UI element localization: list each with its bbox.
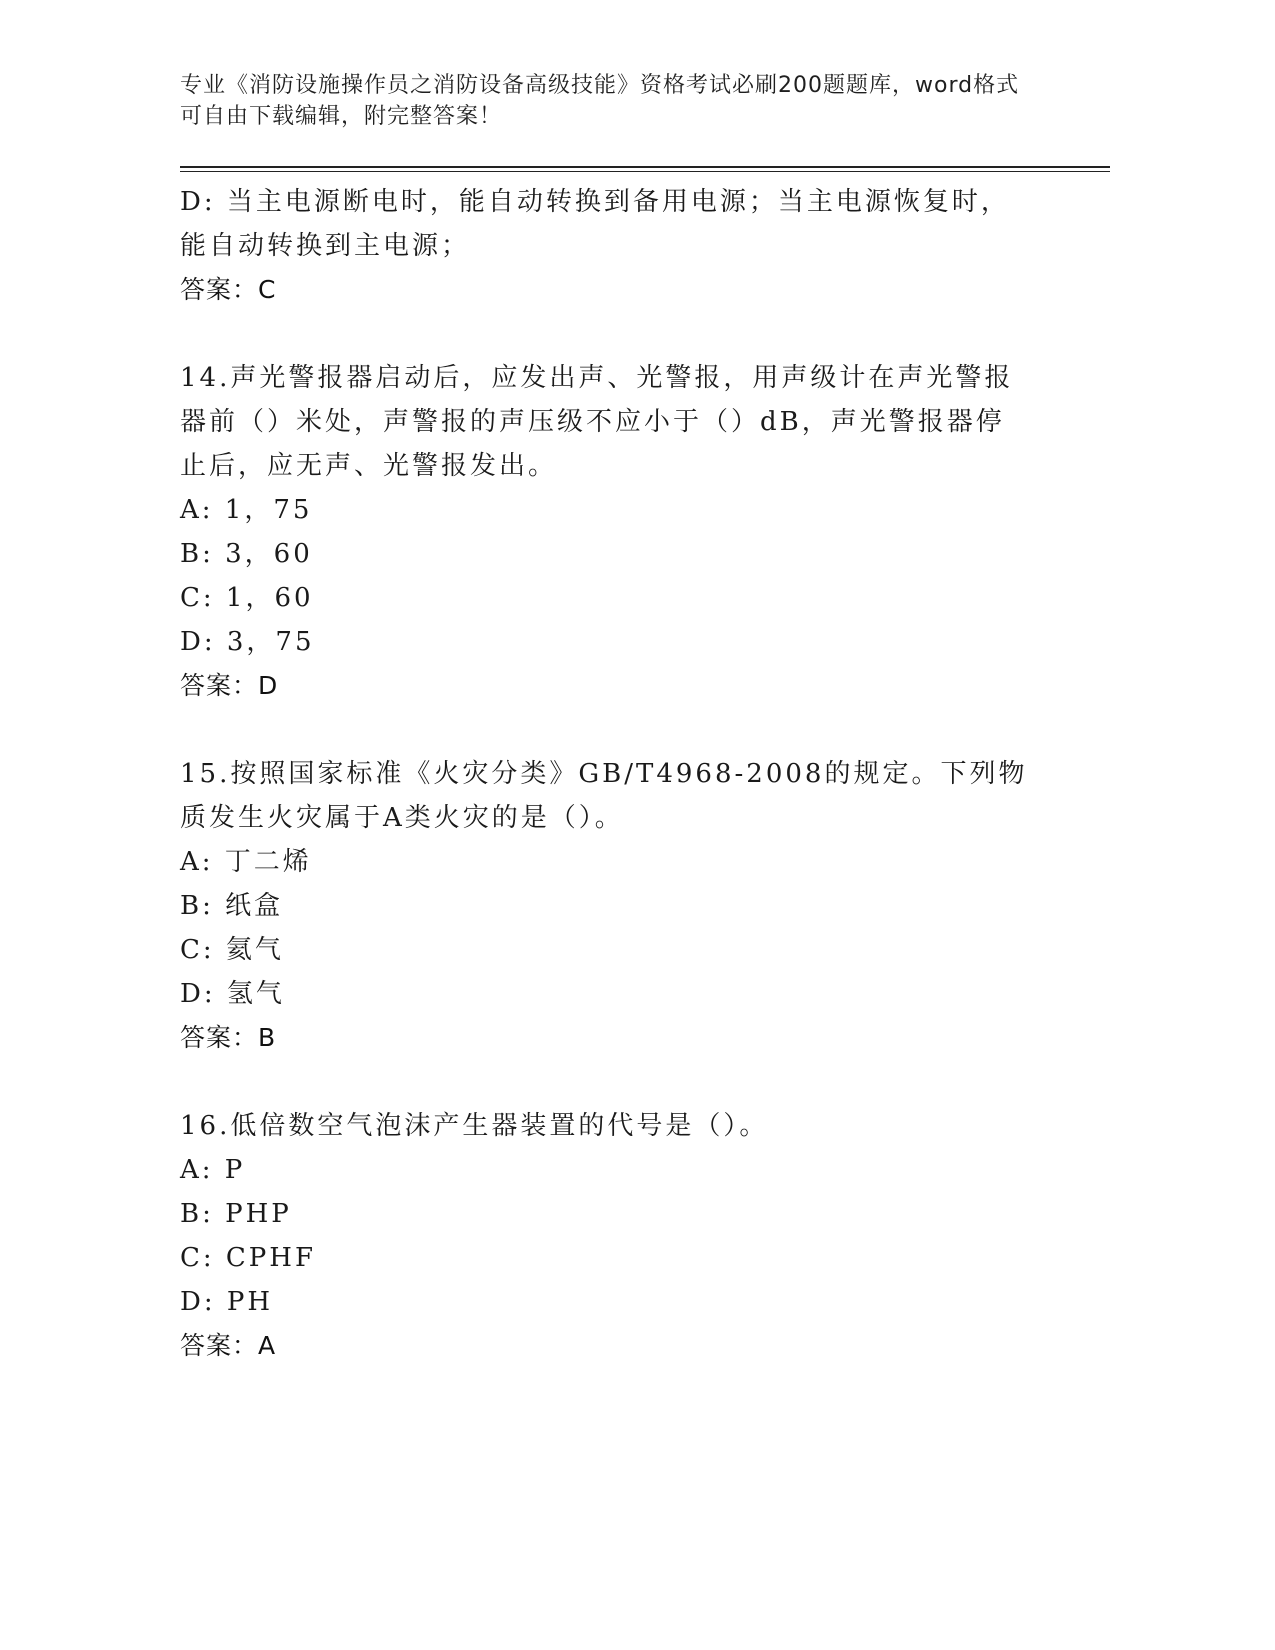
option-b: B: PHP [180,1199,292,1229]
option-c: C: CPHF [180,1243,317,1273]
option-a: A: 1，75 [180,495,313,525]
answer-line: 答案：A [180,1331,277,1360]
option-c: C: 氦气 [180,935,284,965]
header-double-rule [180,166,1110,172]
option-b: B: 3，60 [180,539,313,569]
question-16 [180,1104,1030,1368]
option-d: D: 当主电源断电时，能自动转换到备用电源；当主电源恢复时，能自动转换到主电源； [180,187,1010,261]
question-fragment [180,180,1030,312]
question-14 [180,356,1030,708]
option-c: C: 1，60 [180,583,314,613]
document-header: 专业《消防设施操作员之消防设备高级技能》资格考试必刷200题题库，word格式可自由下载编辑，附完整答案！ [180,73,1020,129]
option-a: A: P [180,1155,246,1185]
question-stem: 16.低倍数空气泡沫产生器装置的代号是（）。 [180,1111,769,1141]
option-b: B: 纸盒 [180,891,284,921]
document-page [180,70,1110,1368]
option-d: D: 氢气 [180,979,285,1009]
answer-line: 答案：C [180,275,277,304]
option-a: A: 丁二烯 [180,847,312,877]
option-d: D: PH [180,1287,274,1317]
option-d: D: 3，75 [180,627,315,657]
question-stem: 15.按照国家标准《火灾分类》GB/T4968-2008的规定。下列物质发生火灾属于A类火灾的是（）。 [180,759,1028,833]
answer-line: 答案：D [180,671,279,700]
question-stem: 14.声光警报器启动后，应发出声、光警报，用声级计在声光警报器前（）米处，声警报的声压级不应小于（）dB，声光警报器停止后，应无声、光警报发出。 [180,363,1014,481]
question-15 [180,752,1030,1060]
answer-line: 答案：B [180,1023,277,1052]
document-content [180,180,1030,1368]
